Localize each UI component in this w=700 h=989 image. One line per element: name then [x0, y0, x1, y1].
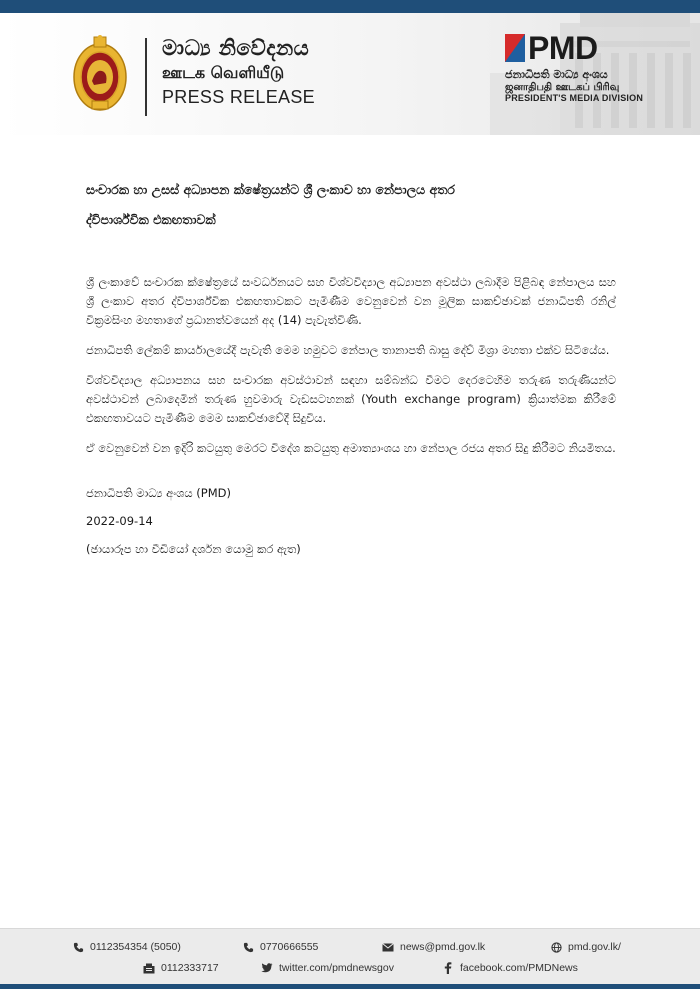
header-divider: [145, 38, 147, 116]
sri-lanka-emblem-icon: [72, 35, 128, 113]
paragraph: ඒ වෙනුවෙන් වන ඉදිරි කටයුතු මෙරට විදේශ කටයුතු අමාත්‍යාංශය හා නේපාල රජය අතර සිදු කිරීමට නියමිතය.: [86, 441, 616, 455]
phone-icon: [72, 941, 84, 953]
paragraph: ශ්‍රී ලංකාවේ සංචාරක ක්ෂේත්‍රයේ සංවර්ධනයට සහ විශ්වවිද්‍යාල අධ්‍යාපන අවස්ථා ලබාදීම පිළිබඳ නේපාලය සහ ශ්‍රී ලංකාව අතර ද්විපාර්ශ්වික එකඟතාවකට පැමිණීම වෙනුවෙන් වන මූලික සාකච්ඡාවක් ජනාධිපති රනිල් වික්‍රමසිංහ මහතාගේ ප්‍රධානත්වයෙන් අද (14) පැවැත්විණි.: [86, 275, 616, 327]
signature: ජනාධිපති මාධ්‍ය අංශය (PMD): [86, 486, 231, 500]
website-link[interactable]: pmd.gov.lk/: [568, 941, 621, 953]
press-release-title: [162, 37, 362, 107]
title-english: PRESS RELEASE: [162, 86, 315, 107]
division-english: PRESIDENT'S MEDIA DIVISION: [505, 93, 644, 104]
press-release-body: [86, 175, 616, 568]
division-tamil: ஜனாதிபதி ஊடகப் பிரிவு: [505, 81, 620, 93]
media-note: (ඡායාරූප හා වීඩියෝ දර්ශන යොමු කර ඇත): [86, 542, 301, 556]
twitter-icon: [261, 962, 273, 974]
email-link[interactable]: news@pmd.gov.lk: [400, 941, 486, 953]
footer-facebook: [442, 962, 578, 974]
signature-block: [86, 484, 616, 559]
facebook-icon: [442, 962, 454, 974]
release-date: 2022-09-14: [86, 514, 153, 528]
pmd-logo-icon: [505, 34, 525, 62]
paragraph: විශ්වවිද්‍යාල අධ්‍යාපනය සහ සංචාරක අවස්ථාවන් සඳහා සම්බන්ධ වීමට දෙරටෙහිම තරුණ තරුණියන්ට අවස්ථාවන් ලබාදෙමින් තරුණ හුවමාරු වැඩසටහනක් (Youth exchange program) ක්‍රියාත්මක කිරීමේ එකඟතාවයට පැමිණීම මෙම සාකච්ඡාවේදී සිදුවිය.: [86, 373, 616, 425]
phone-1-text[interactable]: 0112354354 (5050): [90, 941, 181, 953]
headline-line-1: සංචාරක හා උසස් අධ්‍යාපන ක්ෂේත්‍රයන්ට ශ්‍රී ලංකාව හා නේපාලය අතර: [86, 182, 455, 197]
footer-twitter: [261, 962, 394, 974]
phone-icon: [242, 941, 254, 953]
footer-fax: [143, 962, 219, 974]
footer-email: [382, 941, 485, 953]
phone-2-text[interactable]: 0770666555: [260, 941, 319, 953]
division-sinhala: ජනාධිපති මාධ්‍ය අංශය: [505, 68, 608, 81]
pmd-logo-text: PMD: [528, 30, 598, 66]
paragraph: ජනාධිපති ලේකම් කාර්යාලයේදී පැවැති මෙම හමුවට නේපාල තානාපති බාසු දේව් මිශ්‍රා මහතා එක්ව සිටියේය.: [86, 343, 610, 357]
top-stripe: [0, 0, 700, 13]
mail-icon: [382, 941, 394, 953]
contact-footer: [0, 928, 700, 985]
letterhead: [0, 13, 700, 135]
headline: [86, 175, 616, 235]
pmd-logo: [505, 30, 695, 66]
title-tamil: ஊடக வெளியீடு: [162, 63, 285, 83]
article-paragraphs: [86, 273, 616, 458]
bottom-stripe: [0, 984, 700, 989]
pmd-branding: [505, 30, 695, 104]
footer-phone-2: [242, 941, 318, 953]
fax-icon: [143, 962, 155, 974]
fax-text[interactable]: 0112333717: [161, 962, 219, 974]
twitter-link[interactable]: twitter.com/pmdnewsgov: [279, 962, 394, 974]
facebook-link[interactable]: facebook.com/PMDNews: [460, 962, 578, 974]
footer-phone-1: [72, 941, 181, 953]
footer-website: [550, 941, 621, 953]
globe-icon: [550, 941, 562, 953]
headline-line-2: ද්විපාර්ශ්වික එකඟතාවක්: [86, 212, 216, 227]
title-sinhala: මාධ්‍ය නිවේදනය: [162, 36, 310, 60]
